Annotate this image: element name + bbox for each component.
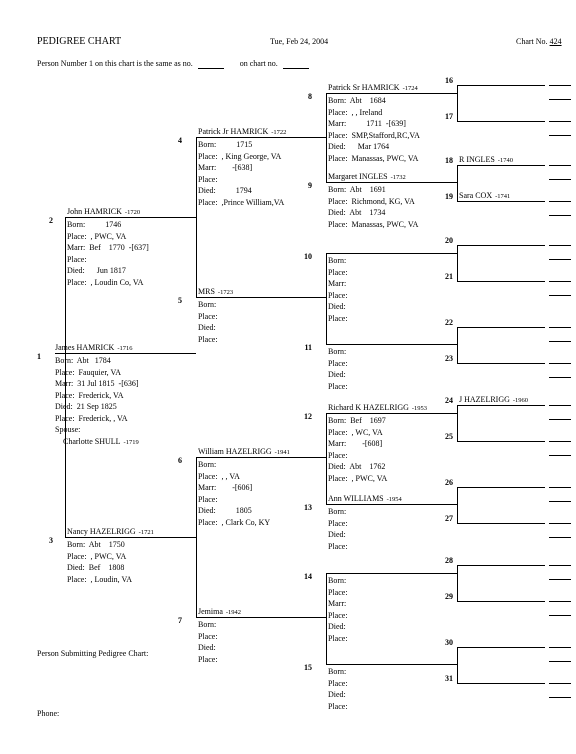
ancestor-number: 21 — [445, 272, 453, 281]
ancestor-number: 25 — [445, 432, 453, 441]
line-p30 — [457, 647, 545, 648]
line-p10 — [326, 253, 457, 254]
ancestor-name-text: Sara COX — [459, 191, 493, 200]
person-detail-line: Place: — [328, 267, 348, 277]
person-number: 12 — [304, 412, 312, 421]
ancestor-number: 28 — [445, 556, 453, 565]
person-detail-line: Born: — [198, 620, 217, 629]
person-detail-line: Marr: -[638] — [198, 163, 253, 172]
person-number: 5 — [178, 296, 182, 305]
connector-p9 — [457, 165, 458, 201]
person-detail-line: Marr: Bef 1770 -[637] — [67, 243, 149, 252]
connector-p11 — [457, 327, 458, 363]
person-detail-line: Place: — [328, 358, 348, 368]
gen6-line[interactable] — [549, 165, 571, 166]
gen6-line[interactable] — [549, 405, 571, 406]
gen6-line[interactable] — [549, 419, 571, 420]
person-detail-line: Place: ,Prince William,VA — [198, 197, 285, 207]
connector-p4 — [326, 93, 327, 182]
person-detail-line: Spouse: — [55, 425, 81, 434]
person-detail-line: Born: 1715 — [198, 140, 253, 149]
person-detail-line: Died: — [328, 690, 346, 699]
gen6-line[interactable] — [549, 647, 571, 648]
person-name[interactable] — [67, 207, 140, 218]
line-p21 — [457, 281, 545, 282]
person-detail-line: Place: , PWC, VA — [328, 473, 388, 483]
connector-p15 — [457, 647, 458, 683]
ancestor-number: 31 — [445, 674, 453, 683]
person-number: 10 — [304, 252, 312, 261]
person-detail-line: Place: — [198, 311, 218, 321]
person-detail-line: Place: Richmond, KG, VA — [328, 196, 415, 206]
line-p29 — [457, 601, 545, 602]
gen6-line[interactable] — [549, 579, 571, 580]
person-detail-line: Place: , PWC, VA — [67, 551, 127, 561]
person-name[interactable] — [328, 83, 418, 94]
person-detail-line: Place: , , Ireland — [328, 107, 383, 117]
person-detail-line: Place: — [328, 450, 348, 460]
gen6-line[interactable] — [549, 363, 571, 364]
person-detail-line: Born: — [328, 347, 347, 356]
person-number: 6 — [178, 456, 182, 465]
person-detail-line: Place: , WC, VA — [328, 427, 383, 437]
ancestor-name-text: R INGLES — [459, 155, 495, 164]
person-number: 3 — [49, 536, 53, 545]
on-chart-blank[interactable] — [283, 60, 309, 69]
person-detail-line: Place: — [198, 494, 218, 504]
person-detail-line: Died: — [198, 643, 216, 652]
person-detail-line: Place: — [198, 631, 218, 641]
person-name-text: Patrick Jr HAMRICK — [198, 127, 269, 136]
connector-p12 — [457, 405, 458, 441]
ancestor-number: 27 — [445, 514, 453, 523]
person-name-text: Jemima — [198, 607, 223, 616]
submitter-label: Person Submitting Pedigree Chart: — [37, 649, 149, 658]
line-p31 — [457, 683, 545, 684]
person-detail-line: Died: — [328, 530, 346, 539]
person-name[interactable] — [198, 607, 241, 618]
person-number: 4 — [178, 136, 182, 145]
person-detail-line: Died: Mar 1764 — [328, 142, 390, 151]
person-detail-line: Marr: -[608] — [328, 439, 383, 448]
gen6-line[interactable] — [549, 99, 571, 100]
person-name[interactable] — [55, 343, 133, 354]
connector-p8 — [457, 85, 458, 121]
gen6-line[interactable] — [549, 661, 571, 662]
ancestor-number: 22 — [445, 318, 453, 327]
phone-label: Phone: — [37, 709, 60, 718]
ancestor-number: 18 — [445, 156, 453, 165]
person-same-as-line — [37, 59, 309, 69]
person-detail-line: Place: , PWC, VA — [67, 231, 127, 241]
line-p16 — [457, 85, 545, 86]
gen6-line[interactable] — [549, 295, 571, 296]
gen6-line[interactable] — [549, 455, 571, 456]
person-id: -1720 — [124, 209, 141, 216]
ancestor-name[interactable] — [459, 395, 528, 406]
person-detail-line: Place: , Clark Co, KY — [198, 517, 271, 527]
ancestor-number: 23 — [445, 354, 453, 363]
line-p22 — [457, 327, 545, 328]
gen6-line[interactable] — [549, 327, 571, 328]
spouse-id: -1719 — [123, 438, 139, 446]
person-number: 7 — [178, 616, 182, 625]
ancestor-name[interactable] — [459, 191, 510, 202]
gen6-line[interactable] — [549, 697, 571, 698]
line-p14 — [326, 573, 457, 574]
person-name-text: James HAMRICK — [55, 343, 115, 352]
person-detail-line: Born: — [198, 300, 217, 309]
line-p11 — [326, 344, 457, 345]
person-detail-line: Place: — [328, 290, 348, 300]
person-number: 1 — [37, 352, 41, 361]
person-detail-line: Born: Abt 1784 — [55, 356, 111, 365]
chart-date: Tue, Feb 24, 2004 — [270, 37, 329, 46]
person-detail-line: Born: — [198, 460, 217, 469]
person-number: 2 — [49, 216, 53, 225]
ancestor-name-text: J HAZELRIGG — [459, 395, 510, 404]
person-detail-line: Died: 21 Sep 1825 — [55, 402, 117, 411]
person-detail-line: Place: — [328, 381, 348, 391]
person-number: 15 — [304, 663, 312, 672]
connector-p3 — [196, 457, 197, 617]
gen6-line[interactable] — [549, 259, 571, 260]
person-name[interactable] — [67, 527, 154, 538]
person-detail-line: Born: — [328, 507, 347, 516]
person-number: 9 — [308, 181, 312, 190]
person-id: -1954 — [386, 496, 402, 503]
ancestor-number: 29 — [445, 592, 453, 601]
person-detail-line: Born: Abt 1691 — [328, 185, 386, 194]
person-detail-line: Place: — [67, 254, 87, 264]
person-name-text: Patrick Sr HAMRICK — [328, 83, 400, 92]
spouse-name[interactable] — [63, 437, 139, 448]
gen6-line[interactable] — [549, 341, 571, 342]
connector-p2 — [196, 137, 197, 297]
gen6-line[interactable] — [549, 683, 571, 684]
person-detail-line: Place: — [328, 610, 348, 620]
person-name[interactable] — [198, 287, 233, 298]
person-detail-line: Place: — [198, 174, 218, 184]
person-detail-line: Place: Manassas, PWC, VA — [328, 153, 419, 163]
person-detail-line: Died: 1805 — [198, 506, 252, 515]
person-name-text: Richard K HAZELRIGG — [328, 403, 409, 412]
gen6-line[interactable] — [549, 523, 571, 524]
gen6-line[interactable] — [549, 601, 571, 602]
spouse-name-text: Charlotte SHULL — [63, 436, 121, 446]
line-p20 — [457, 245, 545, 246]
person-detail-line: Place: — [198, 334, 218, 344]
ancestor-number: 16 — [445, 76, 453, 85]
person-detail-line: Place: — [328, 678, 348, 688]
person-detail-line: Died: — [328, 622, 346, 631]
person-detail-line: Marr: -[606] — [198, 483, 253, 492]
ancestor-id: -1960 — [512, 397, 529, 404]
person-name-text: Margaret INGLES — [328, 172, 388, 181]
person-detail-line: Place: , , VA — [198, 471, 240, 481]
person-detail-line: Died: Abt 1734 — [328, 208, 386, 217]
person-detail-line: Marr: — [328, 279, 347, 288]
gen6-line[interactable] — [549, 615, 571, 616]
person-detail-line: Marr: 31 Jul 1815 -[636] — [55, 379, 139, 388]
person-name[interactable] — [328, 494, 402, 505]
person-id: -1716 — [117, 345, 133, 352]
person-name-text: John HAMRICK — [67, 207, 122, 216]
gen6-line[interactable] — [549, 179, 571, 180]
person-detail-line: Place: SMP,Stafford,RC,VA — [328, 130, 420, 140]
same-as-blank[interactable] — [198, 60, 224, 69]
gen6-line[interactable] — [549, 441, 571, 442]
line-p25 — [457, 441, 545, 442]
person-detail-line: Place: — [328, 518, 348, 528]
person-name[interactable] — [198, 447, 290, 458]
person-detail-line: Place: , King George, VA — [198, 151, 282, 161]
person-name-text: MRS — [198, 287, 215, 296]
person-name[interactable] — [198, 127, 286, 138]
person-detail-line: Marr: — [328, 599, 347, 608]
person-detail-line: Place: — [328, 633, 348, 643]
person-name-text: William HAZELRIGG — [198, 447, 272, 456]
line-p23 — [457, 363, 545, 364]
connector-p6 — [326, 413, 327, 504]
person-detail-line: Died: Abt 1762 — [328, 462, 386, 471]
line-p26 — [457, 487, 545, 488]
gen6-line[interactable] — [549, 537, 571, 538]
gen6-line[interactable] — [549, 565, 571, 566]
person-name-text: Ann WILLIAMS — [328, 494, 384, 503]
chart-number-label: Chart No. — [516, 37, 548, 46]
person-id: -1723 — [217, 289, 234, 296]
person-detail-line: Place: , Loudin Co, VA — [67, 277, 144, 287]
person-detail-line: Born: — [328, 576, 347, 585]
line-p27 — [457, 523, 545, 524]
person-detail-line: Born: — [328, 667, 347, 676]
gen6-line[interactable] — [549, 85, 571, 86]
gen6-line[interactable] — [549, 281, 571, 282]
person-id: -1732 — [390, 174, 406, 181]
person-detail-line: Died: — [198, 323, 216, 332]
person-detail-line: Place: — [328, 541, 348, 551]
person-detail-line: Died: 1794 — [198, 186, 252, 195]
connector-p10 — [457, 245, 458, 281]
person-detail-line: Marr: 1711 -[639] — [328, 119, 406, 128]
line-p17 — [457, 121, 545, 122]
ancestor-id: -1741 — [495, 193, 511, 200]
gen6-line[interactable] — [549, 121, 571, 122]
line-p15 — [326, 664, 457, 665]
gen6-line[interactable] — [549, 501, 571, 502]
person-detail-line: Place: — [198, 654, 218, 664]
ancestor-number: 30 — [445, 638, 453, 647]
person-name[interactable] — [328, 172, 406, 183]
gen6-line[interactable] — [549, 487, 571, 488]
person-detail-line: Born: Abt 1684 — [328, 96, 386, 105]
person-detail-line: Born: — [328, 256, 347, 265]
person-number: 11 — [304, 343, 312, 352]
person-number: 14 — [304, 572, 312, 581]
gen6-line[interactable] — [549, 135, 571, 136]
person-detail-line: Place: — [328, 313, 348, 323]
person-detail-line: Born: Bef 1697 — [328, 416, 386, 425]
ancestor-id: -1740 — [497, 157, 513, 164]
person-id: -1722 — [271, 129, 287, 136]
connector-p5 — [326, 253, 327, 344]
chart-number-value: 424 — [549, 37, 562, 46]
person-id: -1953 — [411, 405, 428, 412]
ancestor-number: 26 — [445, 478, 453, 487]
person-detail-line: Place: Fauquier, VA — [55, 367, 122, 377]
gen6-line[interactable] — [549, 377, 571, 378]
ancestor-number: 19 — [445, 192, 453, 201]
ancestor-number: 17 — [445, 112, 453, 121]
person-detail-line: Place: Frederick, VA — [55, 390, 124, 400]
person-detail-line: Place: — [328, 701, 348, 711]
gen6-line[interactable] — [549, 201, 571, 202]
person-detail-line: Place: — [328, 587, 348, 597]
gen6-line[interactable] — [549, 215, 571, 216]
person-id: -1941 — [274, 449, 290, 456]
person-detail-line: Place: , Loudin, VA — [67, 574, 133, 584]
person-detail-line: Place: Manassas, PWC, VA — [328, 219, 419, 229]
person-id: -1721 — [138, 529, 154, 536]
person-number: 13 — [304, 503, 312, 512]
person-same-as-text: Person Number 1 on this chart is the same as no. — [37, 59, 193, 68]
person-detail-line: Born: Abt 1750 — [67, 540, 125, 549]
on-chart-text: on chart no. — [239, 59, 278, 68]
ancestor-name[interactable] — [459, 155, 513, 166]
person-name[interactable] — [328, 403, 427, 414]
gen6-line[interactable] — [549, 245, 571, 246]
person-detail-line: Died: — [328, 302, 346, 311]
chart-number — [516, 37, 562, 47]
person-detail-line: Born: 1746 — [67, 220, 122, 229]
line-p28 — [457, 565, 545, 566]
connector-p14 — [457, 565, 458, 601]
person-detail-line: Died: Jun 1817 — [67, 266, 126, 275]
person-number: 8 — [308, 92, 312, 101]
ancestor-number: 24 — [445, 396, 453, 405]
person-name-text: Nancy HAZELRIGG — [67, 527, 136, 536]
page-title: PEDIGREE CHART — [37, 36, 122, 47]
person-detail-line: Died: — [328, 370, 346, 379]
connector-p13 — [457, 487, 458, 523]
connector-p7 — [326, 573, 327, 664]
person-id: -1724 — [402, 85, 418, 92]
ancestor-number: 20 — [445, 236, 453, 245]
person-id: -1942 — [225, 609, 242, 616]
person-detail-line: Died: Bef 1808 — [67, 563, 125, 572]
person-detail-line: Place: Frederick, , VA — [55, 413, 128, 423]
